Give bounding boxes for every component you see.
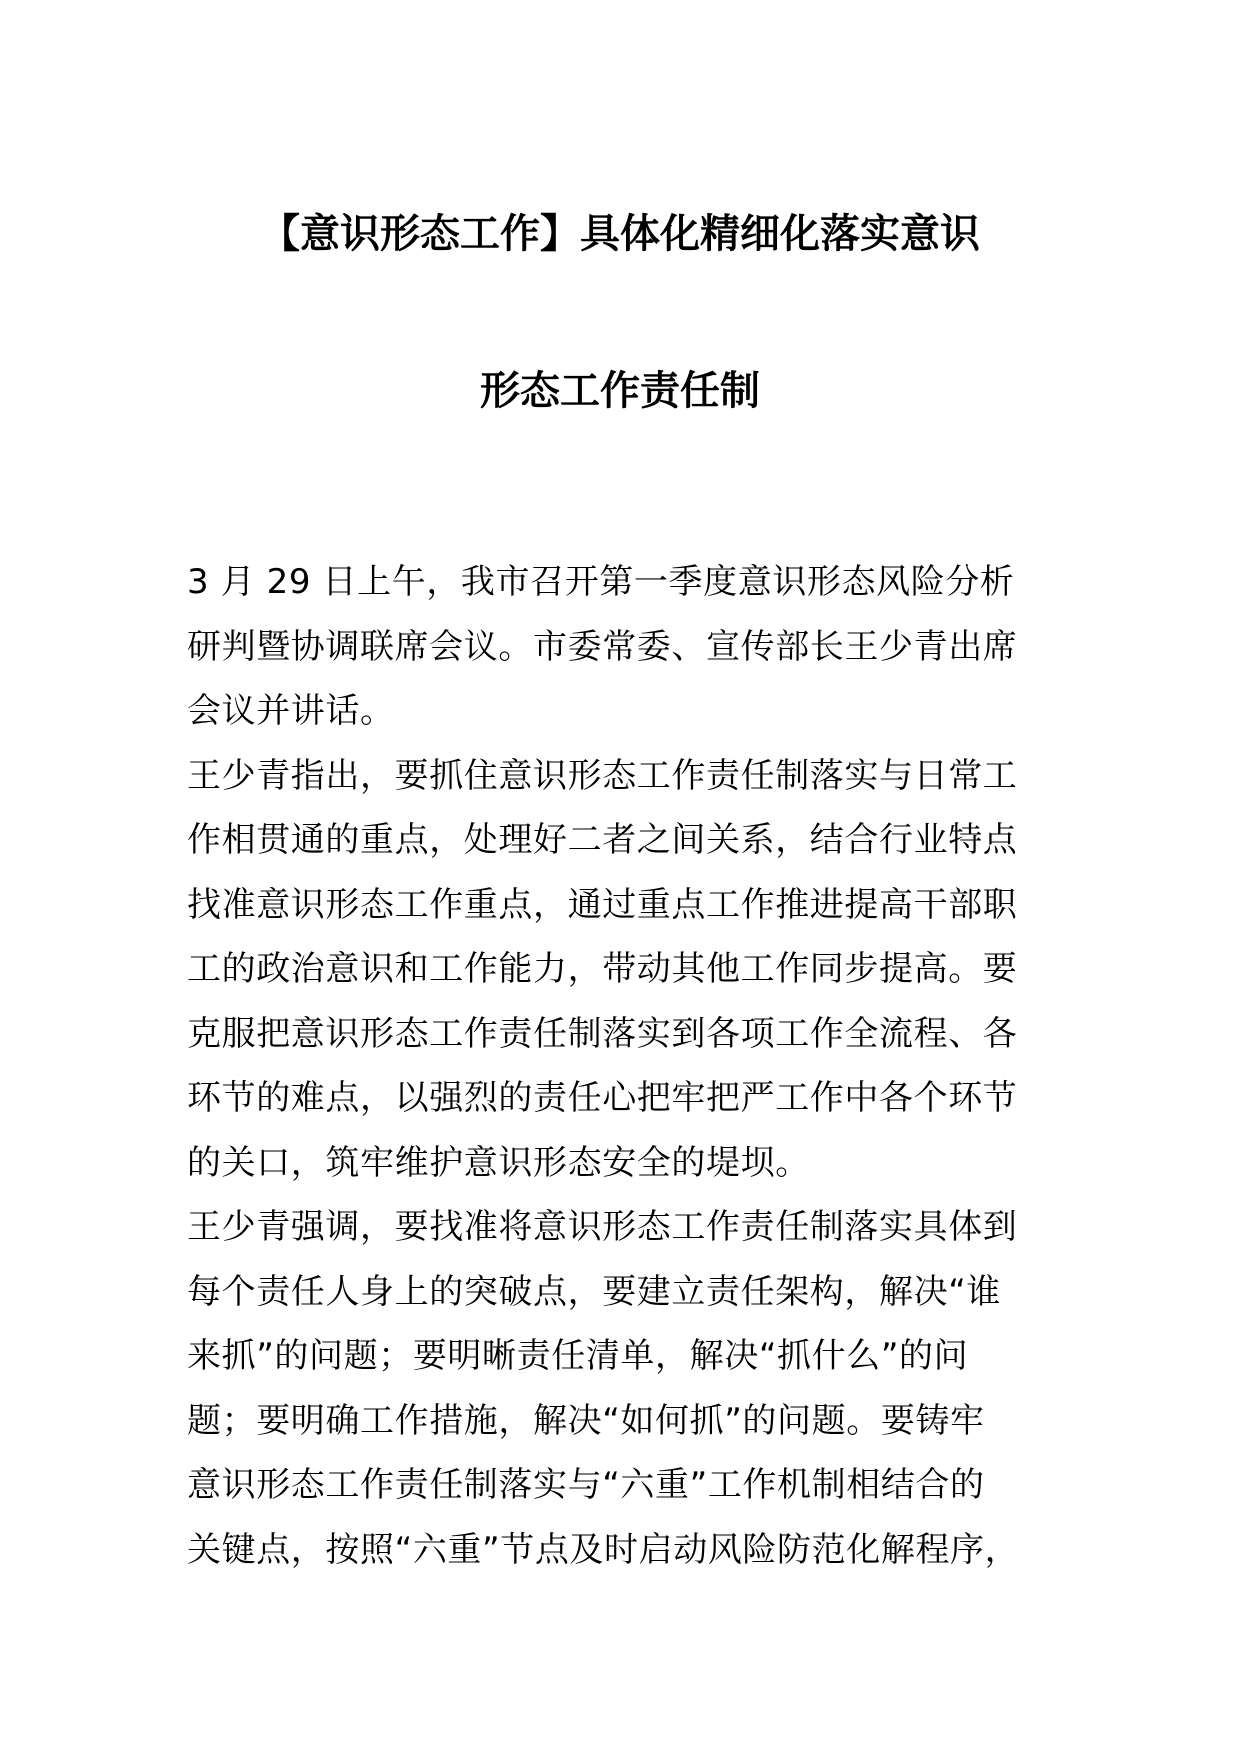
- body-line: 找准意识形态工作重点，通过重点工作推进提高干部职: [187, 884, 1018, 925]
- body-line: 意识形态工作责任制落实与“六重”工作机制相结合的: [187, 1465, 985, 1505]
- body-line: 王少青指出，要抓住意识形态工作责任制落实与日常工: [187, 755, 1018, 796]
- body-line: 题；要明确工作措施，解决“如何抓”的问题。要铸牢: [187, 1400, 985, 1441]
- document-body: [187, 550, 1047, 1582]
- document-title-line-2: 形态工作责任制: [480, 368, 760, 414]
- document-title-line-1: 【意识形态工作】具体化精细化落实意识: [260, 211, 980, 257]
- body-line: 来抓”的问题；要明晰责任清单，解决“抓什么”的问: [187, 1336, 969, 1376]
- body-line: 每个责任人身上的突破点，要建立责任架构，解决“谁: [187, 1271, 1002, 1312]
- body-line: 王少青强调，要找准将意识形态工作责任制落实具体到: [187, 1207, 1018, 1247]
- body-line: 克服把意识形态工作责任制落实到各项工作全流程、各: [187, 1013, 1018, 1054]
- body-line: 会议并讲话。: [187, 691, 395, 731]
- body-line: 研判暨协调联席会议。市委常委、宣传部长王少青出席: [187, 626, 1018, 667]
- body-line: 作相贯通的重点，处理好二者之间关系，结合行业特点: [187, 820, 1018, 860]
- body-line: 工的政治意识和工作能力，带动其他工作同步提高。要: [187, 949, 1018, 989]
- body-line: 环节的难点，以强烈的责任心把牢把严工作中各个环节: [187, 1078, 1018, 1118]
- body-line: 关键点，按照“六重”节点及时启动风险防范化解程序，: [187, 1529, 1020, 1570]
- body-line: 的关口，筑牢维护意识形态安全的堤坝。: [187, 1142, 810, 1183]
- body-line: 3 月 29 日上午，我市召开第一季度意识形态风险分析: [187, 562, 1015, 602]
